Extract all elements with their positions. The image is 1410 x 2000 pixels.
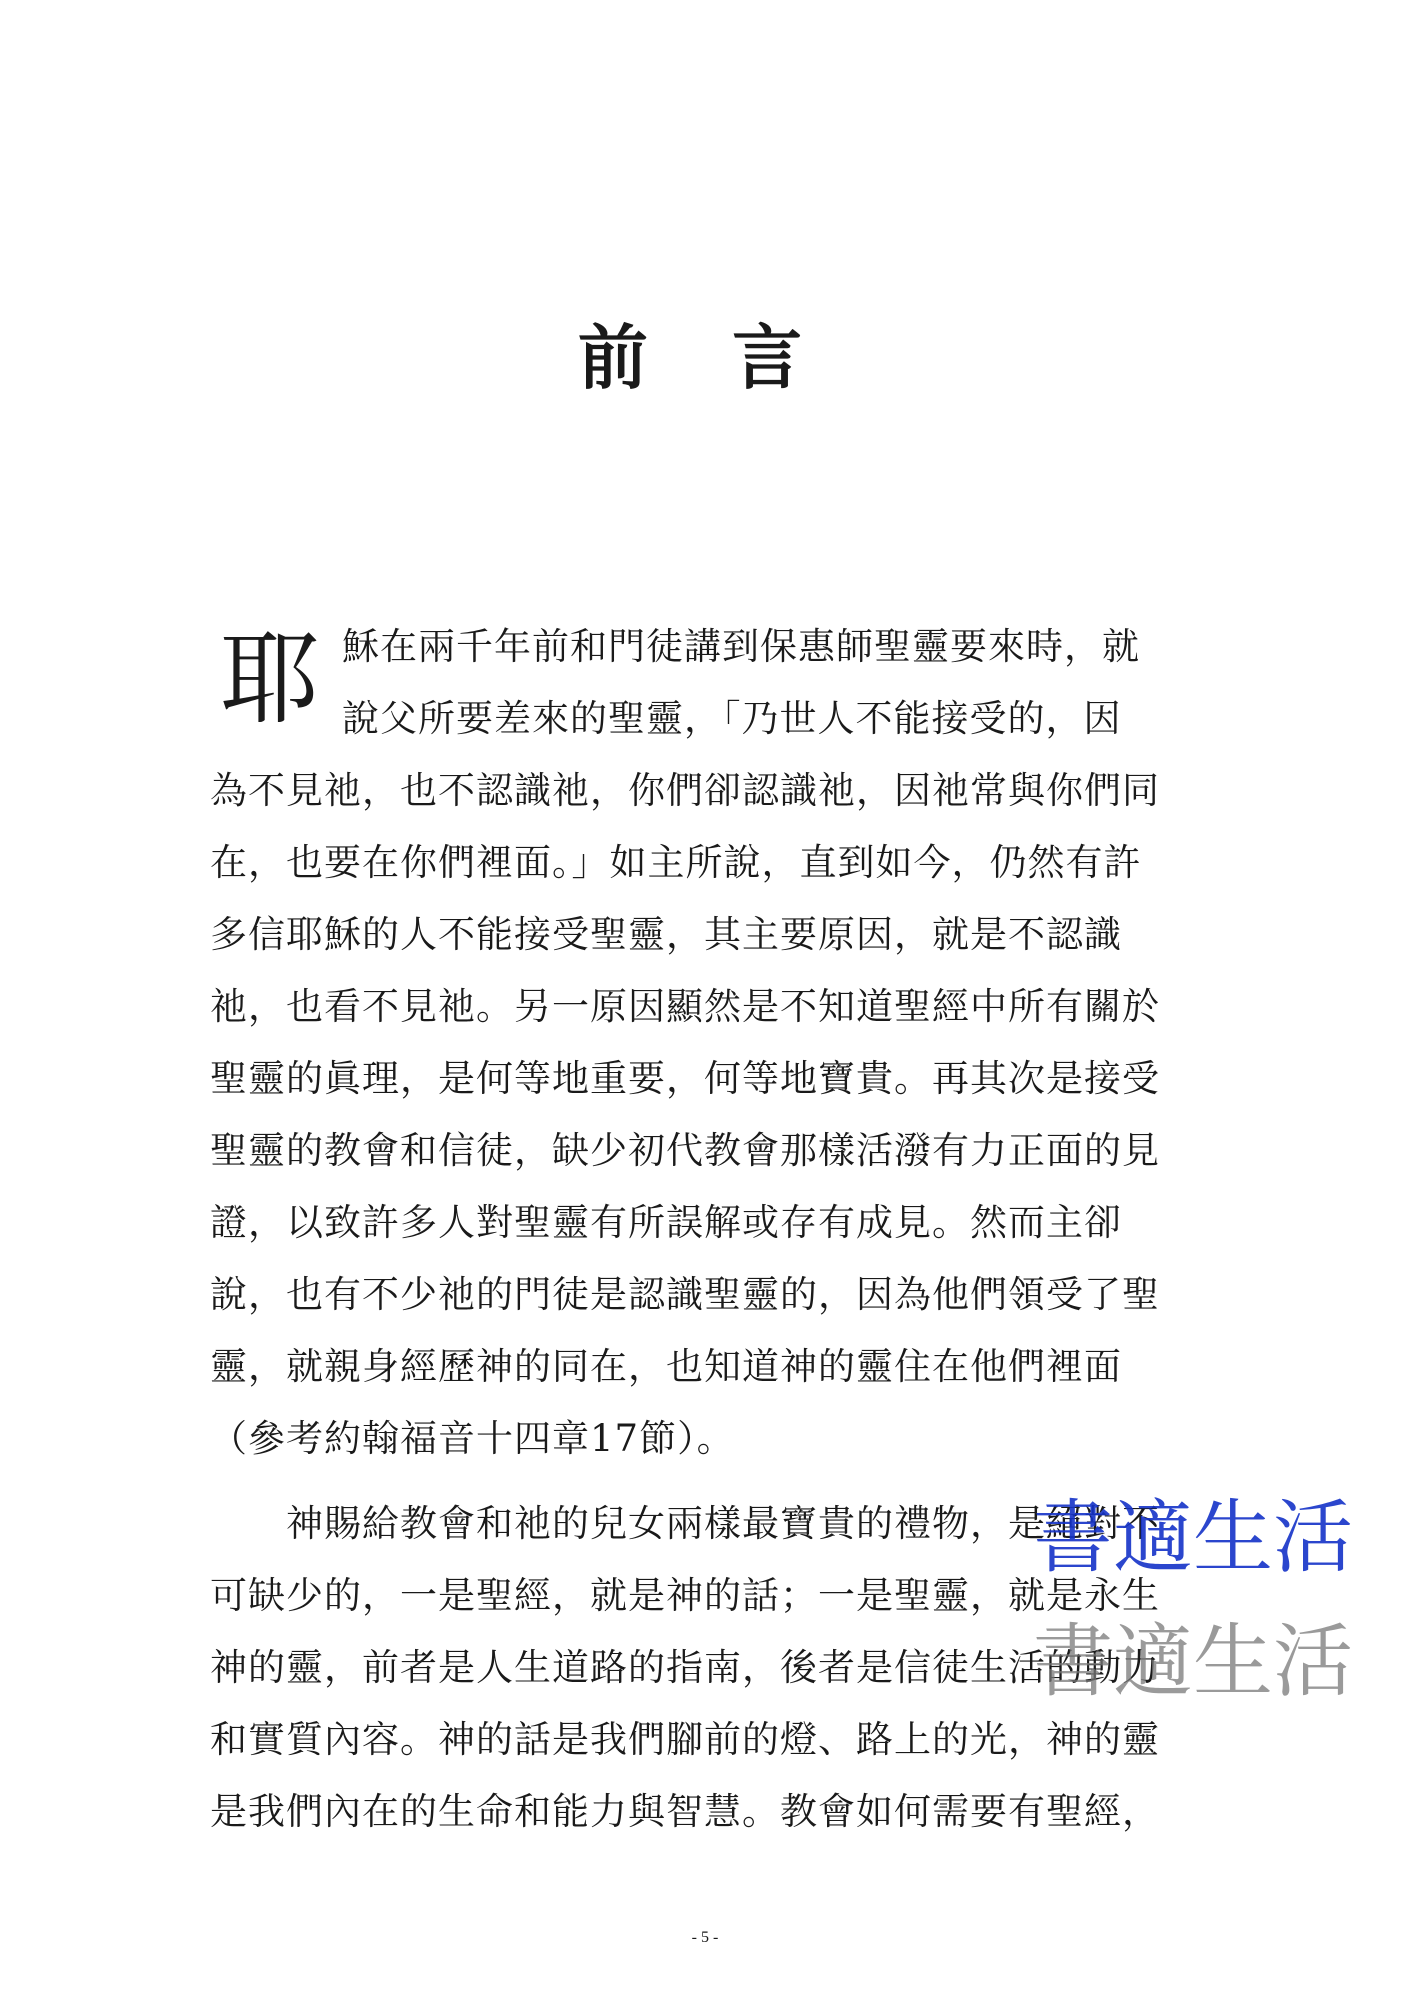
paragraph-2-line-5: 是我們內在的生命和能力與智慧。教會如何需要有聖經， bbox=[210, 1790, 1160, 1833]
paragraph-1-line-12: （參考約翰福音十四章17節）。 bbox=[210, 1417, 735, 1460]
paragraph-1-line-1: 穌在兩千年前和門徒講到保惠師聖靈要來時，就 bbox=[342, 625, 1140, 668]
paragraph-1-line-8: 聖靈的教會和信徒，缺少初代教會那樣活潑有力正面的見 bbox=[210, 1129, 1160, 1172]
paragraph-1-line-11: 靈，就親身經歷神的同在，也知道神的靈住在他們裡面 bbox=[210, 1345, 1122, 1388]
watermark-blue: 書適生活 bbox=[1033, 1491, 1353, 1584]
watermark-gray: 書適生活 bbox=[1033, 1615, 1353, 1708]
paragraph-1-line-10: 說，也有不少祂的門徒是認識聖靈的，因為他們領受了聖 bbox=[210, 1273, 1160, 1316]
page-title: 前 言 bbox=[577, 316, 833, 399]
paragraph-2-line-3: 神的靈，前者是人生道路的指南，後者是信徒生活的動力 bbox=[210, 1646, 1160, 1689]
paragraph-1-line-4: 在，也要在你們裡面。」如主所說，直到如今，仍然有許 bbox=[210, 841, 1142, 884]
drop-cap: 耶 bbox=[220, 621, 320, 738]
paragraph-1-line-5: 多信耶穌的人不能接受聖靈，其主要原因，就是不認識 bbox=[210, 913, 1122, 956]
paragraph-2-line-4: 和實質內容。神的話是我們腳前的燈、路上的光，神的靈 bbox=[210, 1718, 1160, 1761]
paragraph-1-line-2: 說父所要差來的聖靈，「乃世人不能接受的，因 bbox=[342, 697, 1122, 740]
paragraph-1 bbox=[210, 611, 1180, 1475]
paragraph-1-line-9: 證，以致許多人對聖靈有所誤解或存有成見。然而主卻 bbox=[210, 1201, 1122, 1244]
paragraph-2-line-2: 可缺少的，一是聖經，就是神的話；一是聖靈，就是永生 bbox=[210, 1574, 1160, 1617]
page-number: - 5 - bbox=[691, 1929, 719, 1946]
paragraph-1-line-6: 祂，也看不見祂。另一原因顯然是不知道聖經中所有關於 bbox=[210, 985, 1160, 1028]
paragraph-1-line-3: 為不見祂，也不認識祂，你們卻認識祂，因祂常與你們同 bbox=[210, 769, 1160, 812]
paragraph-1-line-7: 聖靈的眞理，是何等地重要，何等地寶貴。再其次是接受 bbox=[210, 1057, 1160, 1100]
paragraph-2-line-1: 神賜給教會和祂的兒女兩樣最寶貴的禮物，是絕對不 bbox=[286, 1502, 1160, 1545]
